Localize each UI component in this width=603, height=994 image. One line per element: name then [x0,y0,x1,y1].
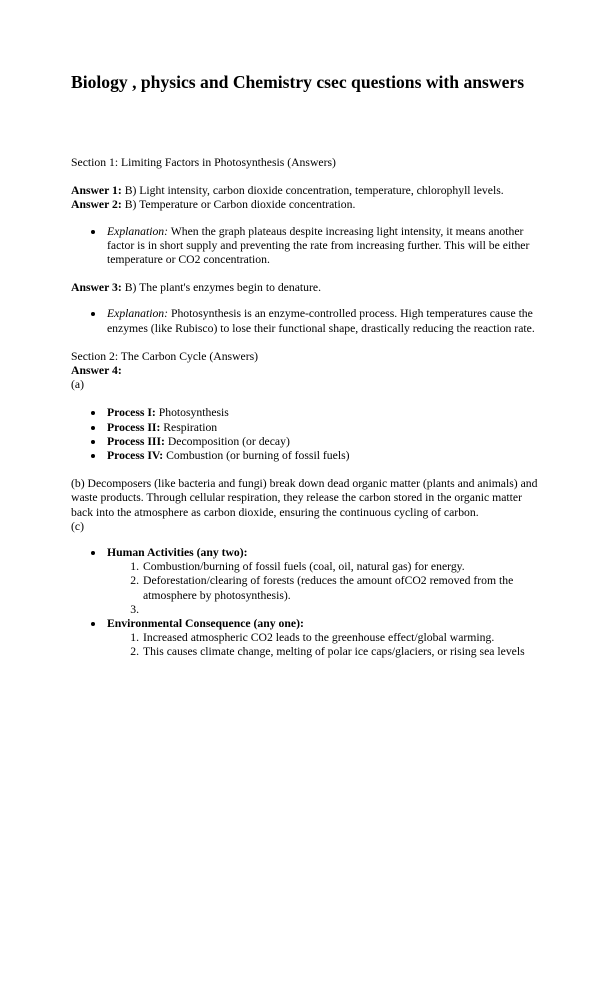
explanation-3-label: Explanation: [107,307,169,321]
explanation-3 [107,307,541,335]
environmental-consequence-label: Environmental Consequence (any one): [107,617,304,631]
process-label: Process III: [107,434,165,448]
process-item [107,421,541,435]
explanation-3-text: Photosynthesis is an enzyme-controlled process. High temperatures cause the enzymes (like Rubisco) to lose their functional shape, drastically reducing the reaction rate. [107,307,535,335]
section1-heading: Section 1: Limiting Factors in Photosynthesis (Answers) [71,156,336,169]
answer-1-label: Answer 1: [71,184,122,198]
explanation-2-text: When the graph plateaus despite increasing light intensity, it means another factor is in short supply and preventing the rate from increasing further. This will be either temperature or CO2 concentration. [107,224,530,267]
environmental-consequence-list [107,631,541,659]
answer-1 [71,184,541,198]
process-label: Process I: [107,406,156,420]
list-item-text: Combustion/burning of fossil fuels (coal, oil, natural gas) for energy. [143,560,465,574]
answer-2-label: Answer 2: [71,198,122,212]
list-item [130,645,541,659]
answer-1-text: B) Light intensity, carbon dioxide concentration, temperature, chlorophyll levels. [124,184,504,198]
list-item [130,574,541,602]
answer-3-label: Answer 3: [71,281,122,295]
list-number: 2. [130,574,139,588]
process-text: Combustion (or burning of fossil fuels) [166,449,350,463]
process-item [107,435,541,449]
list-item [130,631,541,645]
list-number: 1. [130,631,139,645]
answer-2-text: B) Temperature or Carbon dioxide concentration. [124,198,356,212]
list-item-text [143,603,146,616]
list-number: 2. [130,645,139,659]
answer-2 [71,198,541,212]
process-label: Process II: [107,420,161,434]
answer-4-label: Answer 4: [71,364,122,378]
part-c-list [71,546,541,660]
process-text: Respiration [163,420,218,434]
section2-heading: Section 2: The Carbon Cycle (Answers) [71,349,259,363]
list-number: 1. [130,560,139,574]
list-item-text: Deforestation/clearing of forests (reduces the amount ofCO2 removed from the atmosphere by photosynthesis). [143,574,514,602]
list-item-text: Increased atmospheric CO2 leads to the greenhouse effect/global warming. [143,631,495,645]
answer-3-text: B) The plant's enzymes begin to denature. [124,281,321,295]
answer-3 [71,281,541,295]
list-item [130,560,541,574]
part-a-label: (a) [71,378,84,392]
list-item-text: This causes climate change, melting of polar ice caps/glaciers, or rising sea levels [143,645,525,659]
environmental-consequence [107,617,541,660]
explanation-2-label: Explanation: [107,224,169,238]
process-label: Process IV: [107,449,164,463]
human-activities [107,546,541,617]
explanation-2-list [71,225,541,268]
explanation-3-list [71,307,541,335]
document-body [71,156,541,660]
part-b-text: (b) Decomposers (like bacteria and fungi) break down dead organic matter (plants and animals) and waste products. Through cellular respiration, they release the carbon stored in the organic matter back into the atmosphere as carbon dioxide, ensuring the continuous cycling of carbon. [71,477,538,519]
human-activities-list [107,560,541,617]
process-item [107,449,541,463]
answer-4 [71,364,541,378]
part-c-label: (c) [71,519,84,533]
process-text: Photosynthesis [158,406,229,420]
explanation-2 [107,225,541,268]
list-number: 3. [130,602,139,616]
process-list [71,406,541,463]
list-item [130,602,541,617]
process-item [107,406,541,420]
page-title: Biology , physics and Chemistry csec questions with answers [71,72,525,92]
process-text: Decomposition (or decay) [167,434,290,448]
human-activities-label: Human Activities (any two): [107,546,248,560]
